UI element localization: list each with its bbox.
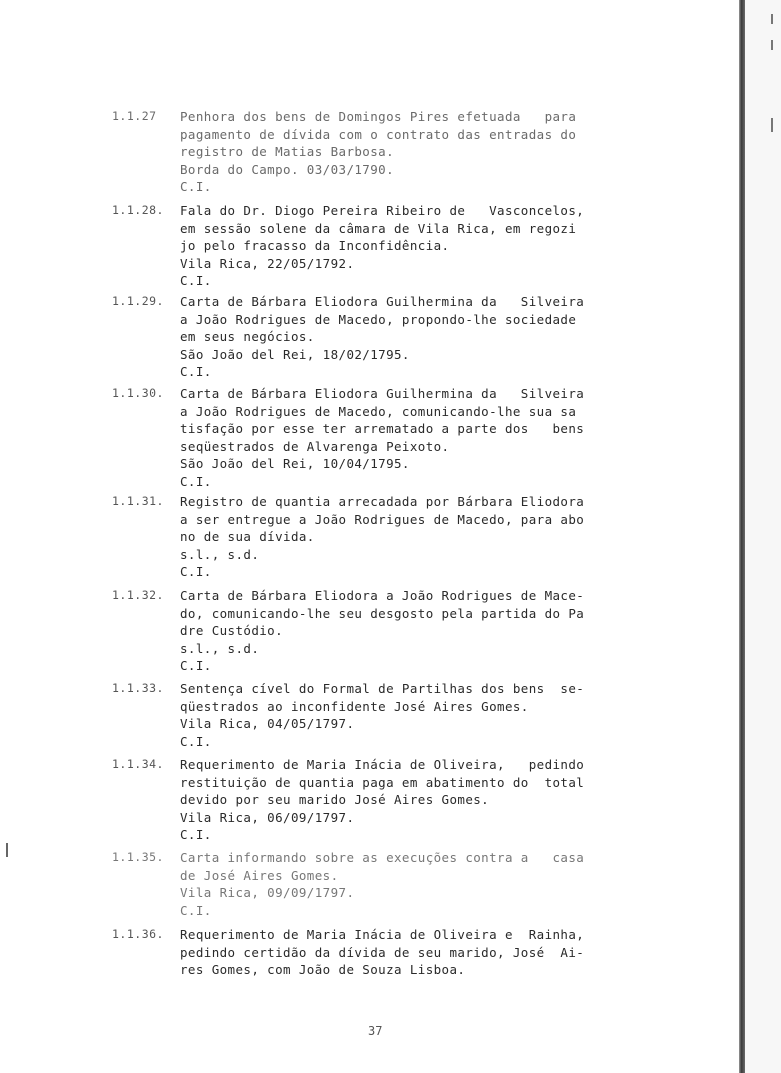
entry-line: C.I. <box>180 273 212 288</box>
entry-line: s.l., s.d. <box>180 640 260 656</box>
entry-line: tisfação por esse ter arrematado a parte dos bens <box>180 421 585 436</box>
entry-line: Vila Rica, 22/05/1792. <box>180 255 355 271</box>
entry-line: C.I. <box>180 473 212 489</box>
entry-line: do, comunicando-lhe seu desgosto pela partida do Pa <box>180 605 585 621</box>
entry-number: 1.1.29. <box>112 294 164 308</box>
entry-line: Requerimento de Maria Inácia de Oliveira e Rainha, <box>180 927 585 942</box>
entry-line: Carta de Bárbara Eliodora Guilhermina da Silveira <box>180 386 585 401</box>
entry-line: C.I. <box>180 902 212 918</box>
edge-mark <box>771 118 773 132</box>
entry-line: Fala do Dr. Diogo Pereira Ribeiro de Vasconcelos, <box>180 203 585 218</box>
entry-line: C.I. <box>180 733 212 749</box>
catalog-entry <box>112 756 642 844</box>
entry-line: C.I. <box>180 658 212 673</box>
catalog-entry <box>112 202 642 290</box>
entry-line: jo pelo fracasso da Inconfidência. <box>180 238 450 253</box>
entry-number: 1.1.36. <box>112 927 164 941</box>
entry-line: Requerimento de Maria Inácia de Oliveira, pedindo <box>180 757 585 772</box>
entry-line: dre Custódio. <box>180 623 284 638</box>
entry-line: de José Aires Gomes. <box>180 867 339 883</box>
entry-number: 1.1.27 <box>112 109 157 123</box>
entry-line: Borda do Campo. 03/03/1790. <box>180 161 394 177</box>
entry-line: no de sua dívida. <box>180 529 315 544</box>
entry-line: a João Rodrigues de Macedo, propondo-lhe sociedade <box>180 311 577 327</box>
page-number: 37 <box>368 1024 383 1038</box>
entry-line: Vila Rica, 06/09/1797. <box>180 809 355 825</box>
entry-number: 1.1.31. <box>112 494 164 508</box>
catalog-entry <box>112 680 642 750</box>
entry-number: 1.1.30. <box>112 386 164 400</box>
catalog-entry <box>112 108 642 196</box>
entry-line: C.I. <box>180 179 212 194</box>
entry-line: Vila Rica, 09/09/1797. <box>180 885 355 900</box>
entry-line: Vila Rica, 04/05/1797. <box>180 716 355 731</box>
catalog-entry <box>112 293 642 381</box>
binding-edge-shadow <box>739 0 745 1073</box>
entry-line: São João del Rei, 10/04/1795. <box>180 456 410 471</box>
catalog-entry <box>112 587 642 675</box>
entry-line: restituição de quantia paga em abatimento do total <box>180 774 585 790</box>
entry-number: 1.1.28. <box>112 203 164 217</box>
entry-line: Registro de quantia arrecadada por Bárbara Eliodora <box>180 494 585 509</box>
scan-mark <box>6 843 8 857</box>
entry-line: Carta informando sobre as execuções contra a casa <box>180 850 585 865</box>
catalog-entry <box>112 926 642 979</box>
entry-line: a ser entregue a João Rodrigues de Macedo, para abo <box>180 511 585 527</box>
entry-line: qüestrados ao inconfidente José Aires Gomes. <box>180 698 529 714</box>
entry-line: pedindo certidão da dívida de seu marido, José Ai- <box>180 944 585 960</box>
entry-number: 1.1.35. <box>112 850 164 864</box>
entry-line: s.l., s.d. <box>180 546 260 562</box>
entry-line: em sessão solene da câmara de Vila Rica, em regozi <box>180 220 577 236</box>
entry-line: C.I. <box>180 364 212 379</box>
entry-line: devido por seu marido José Aires Gomes. <box>180 792 490 807</box>
entry-number: 1.1.32. <box>112 588 164 602</box>
entry-number: 1.1.34. <box>112 757 164 771</box>
entry-line: seqüestrados de Alvarenga Peixoto. <box>180 438 450 454</box>
entry-line: em seus negócios. <box>180 329 315 344</box>
entry-line: Penhora dos bens de Domingos Pires efetuada para <box>180 109 577 124</box>
binding-margin <box>745 0 781 1073</box>
entry-line: Sentença cível do Formal de Partilhas dos bens se- <box>180 681 585 696</box>
catalog-entry <box>112 493 642 581</box>
entry-line: pagamento de dívida com o contrato das entradas do <box>180 126 577 142</box>
entry-line: C.I. <box>180 564 212 579</box>
entry-line: a João Rodrigues de Macedo, comunicando-lhe sua sa <box>180 403 577 419</box>
entry-number: 1.1.33. <box>112 681 164 695</box>
entry-line: C.I. <box>180 827 212 842</box>
catalog-entry <box>112 849 642 919</box>
entry-line: São João del Rei, 18/02/1795. <box>180 346 410 362</box>
edge-mark <box>771 40 773 50</box>
entry-line: registro de Matias Barbosa. <box>180 144 394 159</box>
edge-mark <box>771 14 773 24</box>
entry-line: res Gomes, com João de Souza Lisboa. <box>180 962 466 977</box>
catalog-entry <box>112 385 642 490</box>
entry-line: Carta de Bárbara Eliodora a João Rodrigues de Mace- <box>180 588 585 603</box>
entry-line: Carta de Bárbara Eliodora Guilhermina da Silveira <box>180 294 585 309</box>
